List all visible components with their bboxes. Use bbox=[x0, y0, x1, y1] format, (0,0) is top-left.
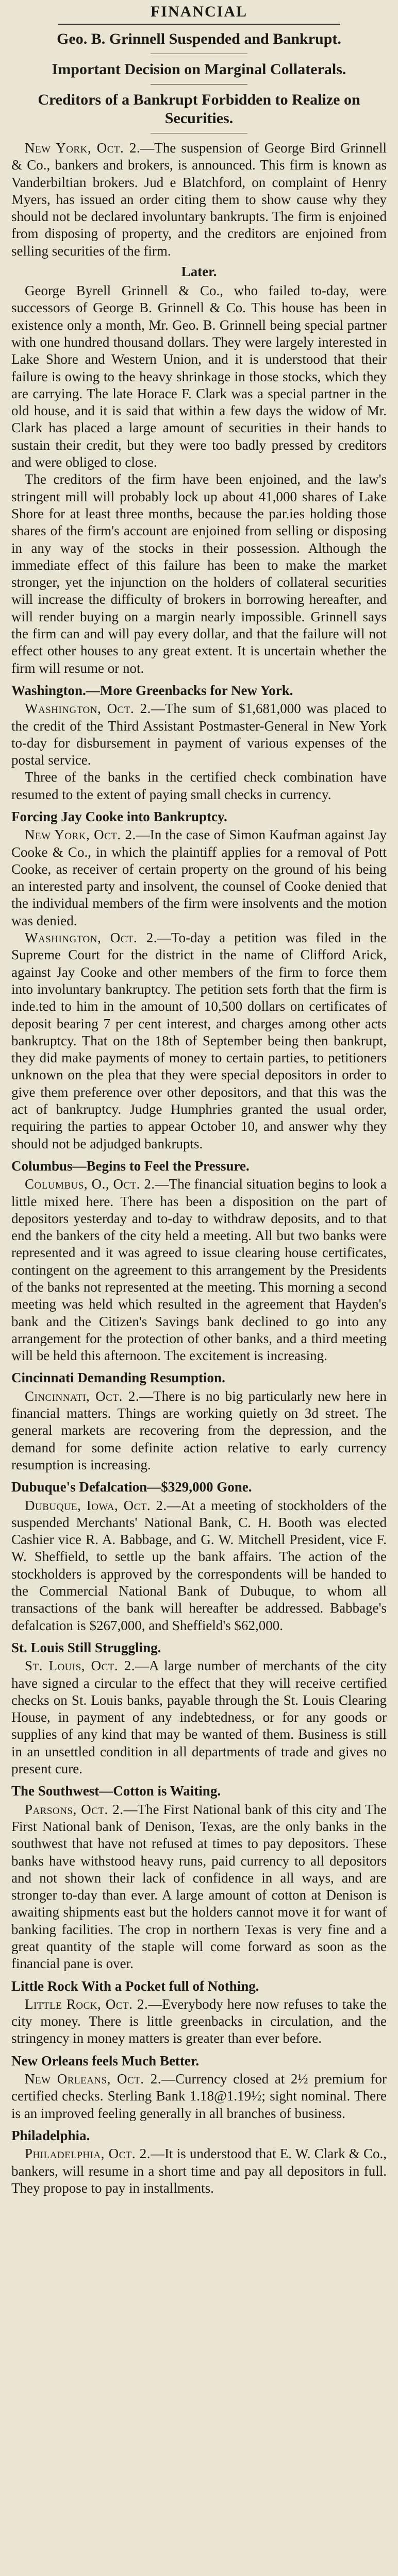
news-section bbox=[11, 1783, 387, 1972]
dateline: Washington, Oct. 2. bbox=[25, 930, 157, 946]
section-title: Washington.—More Greenbacks for New York. bbox=[11, 682, 293, 698]
dateline: St. Louis, Oct. 2. bbox=[25, 1658, 135, 1674]
later-story bbox=[11, 282, 387, 677]
paragraph-text: —The financial situation begins to look a little mixed here. There has been a disposition on the part of depositors yesterday and to-day to withdraw deposits, and to that end the bankers of the city held a meeting. All but two banks were represented and it was agreed to issue clearing house certificates, contingent on the agreement to this arrangement by the Presidents of the banks not represented at the meeting. This morning a second meeting was held which resulted in the agreement that Hayden's bank and the Citizen's Savings bank declined to go into any arrangement for the protection of other banks, and a third meeting will be held this afternoon. The excitement is increasing. bbox=[11, 1176, 387, 1364]
news-section bbox=[11, 2053, 387, 2122]
paragraph bbox=[11, 700, 387, 769]
section-title: New Orleans feels Much Better. bbox=[11, 2053, 200, 2069]
paragraph bbox=[11, 2071, 387, 2122]
deck-2: Creditors of a Bankrupt Forbidden to Realize on Securities. bbox=[38, 91, 360, 127]
paragraph-text: —The sum of $1,681,000 was placed to the credit of the Third Assistant Postmaster-General in New York to-day for disbursement in payment of various expenses of the postal service. bbox=[11, 701, 387, 768]
news-section bbox=[11, 1369, 387, 1473]
section-title: Philadelphia. bbox=[11, 2127, 90, 2143]
dateline: Philadelphia, Oct. 2. bbox=[25, 2146, 151, 2162]
paragraph-text: —The suspension of George Bird Grinnell & Co., bankers and brokers, is announced. This firm is known as Vanderbiltian brokers. Jud e Blatchford, on complaint of Henry Myers, has issued an order citing them to show cause why they should not be declared involuntary bankrupts. The firm is enjoined from disposing of property, and the creditors are enjoined from selling securities of the firm. bbox=[11, 140, 387, 259]
paragraph bbox=[11, 1996, 387, 2047]
paragraph bbox=[11, 1388, 387, 1473]
section-title: Forcing Jay Cooke into Bankruptcy. bbox=[11, 808, 227, 824]
news-section bbox=[11, 1639, 387, 1777]
section-title: St. Louis Still Struggling. bbox=[11, 1639, 161, 1655]
dateline: Cincinnati, Oct. 2. bbox=[25, 1388, 140, 1404]
paragraph: The creditors of the firm have been enjoined, and the law's stringent mill will probably lock up about 41,000 shares of Lake Shore for at least three months, because the par.ies holding those shares of the firm's account are enjoined from selling or disposing in any way of the stocks in their possession. Although the immediate effect of this failure has been to make the market stronger, yet the injunction on the holders of collateral securities will increase the difficulty of brokers in borrowing hereafter, and will render buying on a margin nearly impossible. Grinnell says the firm can and will pay every dollar, and that the failure will not effect other houses to any great extent. It is uncertain whether the firm will resume or not. bbox=[11, 471, 387, 676]
paragraph-text: —The First National bank of this city and The First National bank of Denison, Texas, are the only banks in the southwest that have not refused at times to pay depositors. These banks have withstood heavy runs, paid currency to all depositors and not shown their lack of confidence in all ways, and are stronger to-day than ever. A large amount of cotton at Denison is awaiting shipments east but the holders cannot move it for want of banking facilities. The crop in northern Texas is very fine and a great quantity of the staple will come forward as soon as the financial pane is over. bbox=[11, 1801, 387, 1972]
paragraph-text: —Everybody here now refuses to take the city money. There is little greenbacks in circulation, and the stringency in money matters is greater than ever before. bbox=[11, 1996, 387, 2046]
headline: Geo. B. Grinnell Suspended and Bankrupt. bbox=[57, 30, 341, 47]
dateline: New Orleans, Oct. 2. bbox=[25, 2071, 161, 2087]
news-section bbox=[11, 682, 387, 803]
paragraph-text: —Currency closed at 2½ premium for certified checks. Sterling Bank 1.18@1.19½; sight nominal. There is an improved feeling generally in all branches of business. bbox=[11, 2071, 387, 2121]
dateline: New York, Oct. 2. bbox=[25, 140, 141, 156]
news-section bbox=[11, 2127, 387, 2197]
dateline: Dubuque, Iowa, Oct. 2. bbox=[25, 1497, 167, 1513]
header-rule bbox=[58, 24, 340, 25]
section-title: Columbus—Begins to Feel the Pressure. bbox=[11, 1158, 250, 1174]
news-sections bbox=[11, 682, 387, 2197]
dateline: New York, Oct. 2. bbox=[25, 827, 136, 843]
paragraph bbox=[11, 929, 387, 1153]
section-title: Dubuque's Defalcation—$329,000 Gone. bbox=[11, 1479, 252, 1495]
dateline: Washington, Oct. 2. bbox=[25, 701, 151, 717]
dateline: Parsons, Oct. 2. bbox=[25, 1801, 124, 1817]
dateline: Columbus, O., Oct. 2. bbox=[25, 1176, 155, 1192]
news-section bbox=[11, 1978, 387, 2047]
paragraph bbox=[11, 1657, 387, 1777]
lead-story bbox=[11, 140, 387, 260]
deck-1: Important Decision on Marginal Collaterals. bbox=[52, 61, 346, 78]
paragraph bbox=[11, 826, 387, 929]
section-title: Little Rock With a Pocket full of Nothing. bbox=[11, 1978, 259, 1994]
news-section bbox=[11, 1479, 387, 1634]
paragraph bbox=[11, 1497, 387, 1634]
paragraph-text: —At a meeting of stockholders of the suspended Merchants' National Bank, C. H. Booth was elected Cashier vice R. A. Babbage, and G. W. Mitchell President, vice F. W. Sheffield, to settle up the bank affairs. The action of the stockholders is approved by the correspondents will be handed to the Commercial National Bank of Dubuque, to whom all transactions of the bank will hereafter be addressed. Babbage's defalcation is $267,000, and Sheffield's $62,000. bbox=[11, 1497, 387, 1633]
news-section bbox=[11, 1158, 387, 1365]
section-title: Cincinnati Demanding Resumption. bbox=[11, 1370, 225, 1386]
paragraph-text: —It is understood that E. W. Clark & Co., bankers, will resume in a short time and pay all depositors in full. They propose to pay in installments. bbox=[11, 2146, 387, 2196]
news-section bbox=[11, 808, 387, 1153]
paragraph: Three of the banks in the certified check combination have resumed to the extent of paying small checks in currency. bbox=[11, 769, 387, 802]
later-subhead: Later. bbox=[181, 264, 217, 280]
paragraph bbox=[11, 2145, 387, 2197]
paragraph-text: —In the case of Simon Kaufman against Jay Cooke & Co., in which the plaintiff applies for a removal of Pott Cooke, as receiver of certain property on the ground of his being an interested party and insolvent, the counsel of Cooke denied that the individual members of the firm were insolvents and the motion was denied. bbox=[11, 827, 387, 928]
paragraph bbox=[11, 1176, 387, 1364]
section-header: FINANCIAL bbox=[150, 3, 247, 20]
paragraph: George Byrell Grinnell & Co., who failed to-day, were successors of George B. Grinnell & Co. This house has been in existence only a month, Mr. Geo. B. Grinnell being special partner with one hundred thousand dollars. They were largely interested in Lake Shore and Western Union, and it is understood that their failure is owing to the heavy shrinkage in those stocks, which they are carrying. The late Horace F. Clark was a special partner in the old house, and it is said that within a few days the widow of Mr. Clark has placed a large amount of securities in their hands to sustain their credit, but they were too badly pressed by creditors and were obliged to close. bbox=[11, 283, 387, 470]
paragraph bbox=[11, 140, 387, 260]
paragraph bbox=[11, 1801, 387, 1973]
paragraph-text: —There is no big particularly new here in financial matters. Things are working quietly on 3d street. The general markets are recovering from the depression, and the demand for some definite action relative to early currency resumption is increasing. bbox=[11, 1388, 387, 1472]
paragraph-text: —To-day a petition was filed in the Supreme Court for the district in the name of Clifford Arick, against Jay Cooke and other members of the firm to force them into involuntary bankruptcy. The petition sets forth that the firm is inde.ted to him in the amount of 10,500 dollars on certificates of deposit bearing 7 per cent interest, and charges among other acts bankruptcy. That on the 18th of September being then bankrupt, they did make payments of money to certain parties, to petitioners unknown on the plea that they were special depositors in order to give them preference over other depositors, and that this was the act of bankruptcy. Judge Humphries granted the usual order, requiring the parties to appear October 10, and answer why they should not be adjudged bankrupts. bbox=[11, 930, 387, 1151]
paragraph-text: —A large number of merchants of the city have signed a circular to the effect that they will receive certified checks on St. Louis banks, payable through the St. Louis Clearing House, in payment of any indebtedness, or for any goods or supplies of any kind that may be wanted of them. Business is still in an unsettled condition in all departments of trade and gives no present cure. bbox=[11, 1658, 387, 1777]
section-title: The Southwest—Cotton is Waiting. bbox=[11, 1783, 221, 1799]
dateline: Little Rock, Oct. 2. bbox=[25, 1996, 148, 2012]
